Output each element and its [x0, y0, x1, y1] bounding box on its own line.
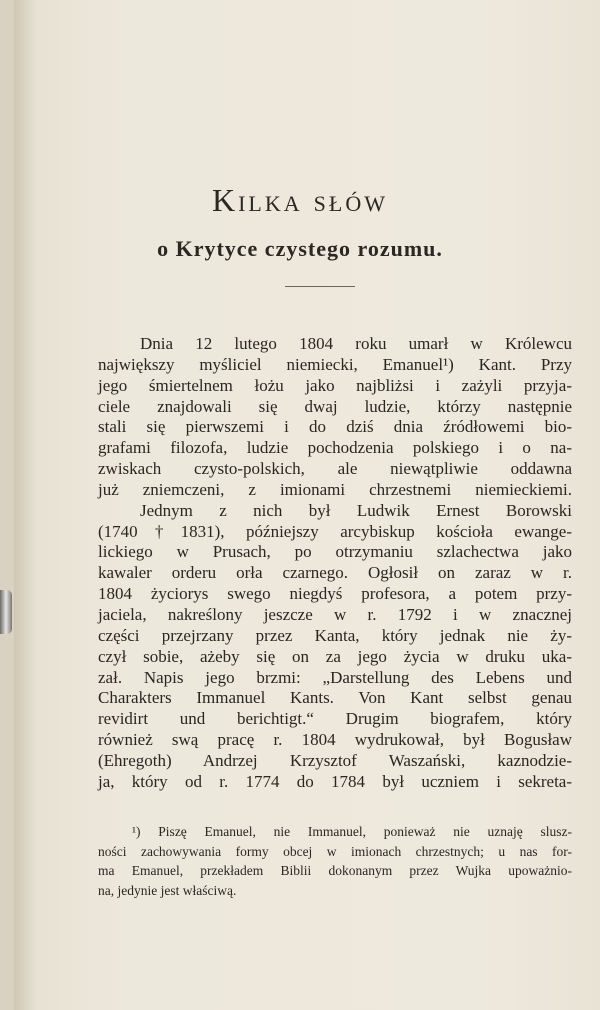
body-line: już zniemczeni, z imionami chrzestnemi niemieckiemi. — [98, 479, 572, 499]
chapter-title: Kilka słów — [212, 182, 388, 218]
body-line: revidirt und berichtigt.“ Drugim biografem, który — [98, 709, 572, 729]
body-line: zwiskach czysto-polskich, ale niewątpliwie oddawna — [98, 459, 572, 479]
body-line: jego śmiertelnem łożu jako najbliżsi i zażyli przyja- — [98, 375, 572, 395]
body-line: kawaler orderu orła czarnego. Ogłosił on zaraz w r. — [98, 563, 572, 583]
body-line: ja, który od r. 1774 do 1784 był uczniem i sekreta- — [98, 771, 572, 791]
title-divider — [285, 286, 355, 287]
body-line: Charakters Immanuel Kants. Von Kant selbst genau — [98, 688, 572, 708]
body-line: grafami filozofa, ludzie pochodzenia polskiego i o na- — [98, 438, 572, 458]
body-line: 1804 życiorys swego niegdyś profesora, a potem przy- — [98, 584, 572, 604]
body-text — [98, 334, 572, 793]
binding-clip — [0, 590, 12, 634]
body-line: Dnia 12 lutego 1804 roku umarł w Królewcu — [140, 334, 572, 353]
body-line: zał. Napis jego brzmi: „Darstellung des Lebens und — [98, 667, 572, 687]
body-line: również swą pracę r. 1804 wydrukował, był Bogusław — [98, 730, 572, 750]
body-line: (Ehregoth) Andrzej Krzysztof Waszański, kaznodzie- — [98, 750, 572, 770]
body-line: części przejrzany przez Kanta, który jednak nie ży- — [98, 625, 572, 645]
body-line: największy myśliciel niemiecki, Emanuel¹) Kant. Przy — [98, 354, 572, 374]
footnotes — [98, 822, 572, 900]
footnote-line: na, jedynie jest właściwą. — [98, 882, 237, 898]
footnote-line: ma Emanuel, przekładem Biblii dokonanym przez Wujka upoważnio- — [98, 863, 572, 878]
footnote-line: ności zachowywania formy obcej w imionach chrzestnych; u nas for- — [98, 843, 572, 859]
body-line: stali się pierwszemi i do dziś dnia źródłowemi bio- — [98, 417, 572, 437]
body-line: czył sobie, ażeby się on za jego życia w druku uka- — [98, 646, 572, 666]
body-line: jaciela, nakreślony jeszcze w r. 1792 i w znacznej — [98, 604, 572, 624]
footnote-line: ¹) Piszę Emanuel, nie Immanuel, ponieważ nie uznaję slusz- — [132, 824, 572, 839]
body-line: (1740†1831), późniejszy arcybiskup kościoła ewange- — [98, 521, 572, 541]
body-line: lickiego w Prusach, po otrzymaniu szlachectwa jako — [98, 542, 572, 562]
chapter-subtitle: o Krytyce czystego rozumu. — [157, 236, 443, 261]
body-line: Jednym z nich był Ludwik Ernest Borowski — [140, 500, 572, 520]
body-line: ciele znajdowali się dwaj ludzie, którzy następnie — [98, 396, 572, 416]
